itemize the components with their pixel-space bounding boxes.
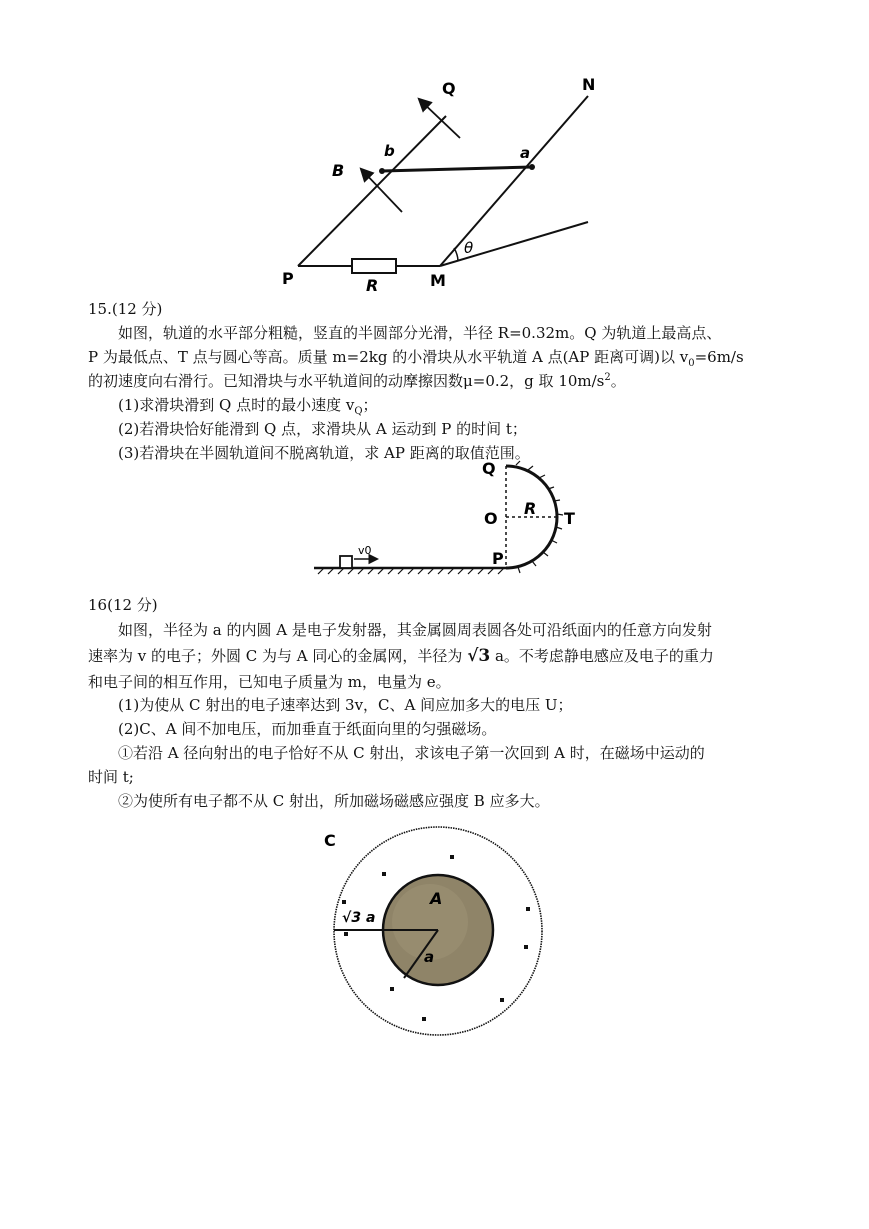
angle-arc [454, 248, 458, 261]
label-a: a [520, 144, 531, 162]
label-P: P [282, 269, 294, 288]
q16-item-3: ①若沿 A 径向射出的电子恰好不从 C 射出，求该电子第一次回到 A 时，在磁场中运动的 [118, 744, 705, 762]
label-T: T [564, 509, 575, 528]
label-Q2: Q [482, 459, 496, 478]
label-b: b [384, 142, 395, 160]
q16-item-1: (1)为使从 C 射出的电子速率达到 3v，C、A 间应加多大的电压 U； [118, 696, 573, 714]
q15-body-line-2: P 为最低点、T 点与圆心等高。质量 m=2kg 的小滑块从水平轨道 A 点(AP 距离可调)以 $v_0=6m/s$ [88, 348, 744, 369]
label-M: M [430, 271, 446, 290]
q15-body-line-3: 的初速度向右滑行。已知滑块与水平轨道间的动摩擦因数μ=0.2，g 取 $10m/s^2$。 [88, 372, 626, 390]
concentric-circles-figure [320, 818, 560, 1048]
q15-heading: 15.(12 分) [88, 300, 163, 318]
label-theta: θ [464, 239, 474, 257]
right-rail [440, 96, 588, 266]
q16-item-3-cont: 时间 t; [88, 768, 134, 786]
q16-body-line-1: 如图，半径为 a 的内圆 A 是电子发射器，其金属圆周表圆各处可沿纸面内的任意方向发射 [118, 621, 712, 639]
label-N: N [582, 75, 596, 94]
label-sqrt3a: √3 a [342, 910, 376, 926]
left-rail [298, 116, 446, 266]
rod-ab [382, 167, 532, 171]
rails-figure [270, 70, 610, 295]
semicircle-track-figure [310, 458, 600, 586]
label-a-radius: a [424, 948, 435, 966]
label-R: R [366, 276, 379, 295]
q16-item-2: (2)C、A 间不加电压，而加垂直于纸面向里的匀强磁场。 [118, 720, 497, 738]
q15-item-1: (1)求滑块滑到 Q 点时的最小速度 $v_Q$； [118, 396, 378, 417]
b-field-arrow-upper [420, 100, 460, 138]
q15-body-line-1: 如图，轨道的水平部分粗糙，竖直的半圆部分光滑，半径 R=0.32m。Q 为轨道上最高点、 [118, 324, 722, 342]
label-O: O [484, 509, 498, 528]
q15-item-3: (3)若滑块在半圆轨道间不脱离轨道，求 AP 距离的取值范围。 [118, 444, 530, 462]
incline-line [440, 222, 588, 266]
q15-item-2: (2)若滑块恰好能滑到 Q 点，求滑块从 A 运动到 P 的时间 t； [118, 420, 527, 438]
b-field-arrow-lower [362, 170, 402, 212]
label-Q: Q [442, 79, 456, 98]
label-R2: R [524, 499, 537, 518]
label-B: B [332, 161, 345, 180]
resistor [352, 259, 396, 273]
q16-body-line-3: 和电子间的相互作用，已知电子质量为 m，电量为 e。 [88, 673, 451, 691]
q16-item-4: ②为使所有电子都不从 C 射出，所加磁场磁感应强度 B 应多大。 [118, 792, 550, 810]
q16-body-line-2: 速率为 v 的电子；外圆 C 为与 A 同心的金属网，半径为 √3 a。不考虑静电感应及电子的重力 [88, 646, 714, 666]
q16-heading: 16(12 分) [88, 596, 158, 614]
label-v0: v0 [358, 544, 372, 557]
label-A: A [430, 889, 443, 908]
slider-block [340, 556, 352, 568]
label-C: C [324, 831, 336, 850]
label-P2: P [492, 549, 504, 568]
